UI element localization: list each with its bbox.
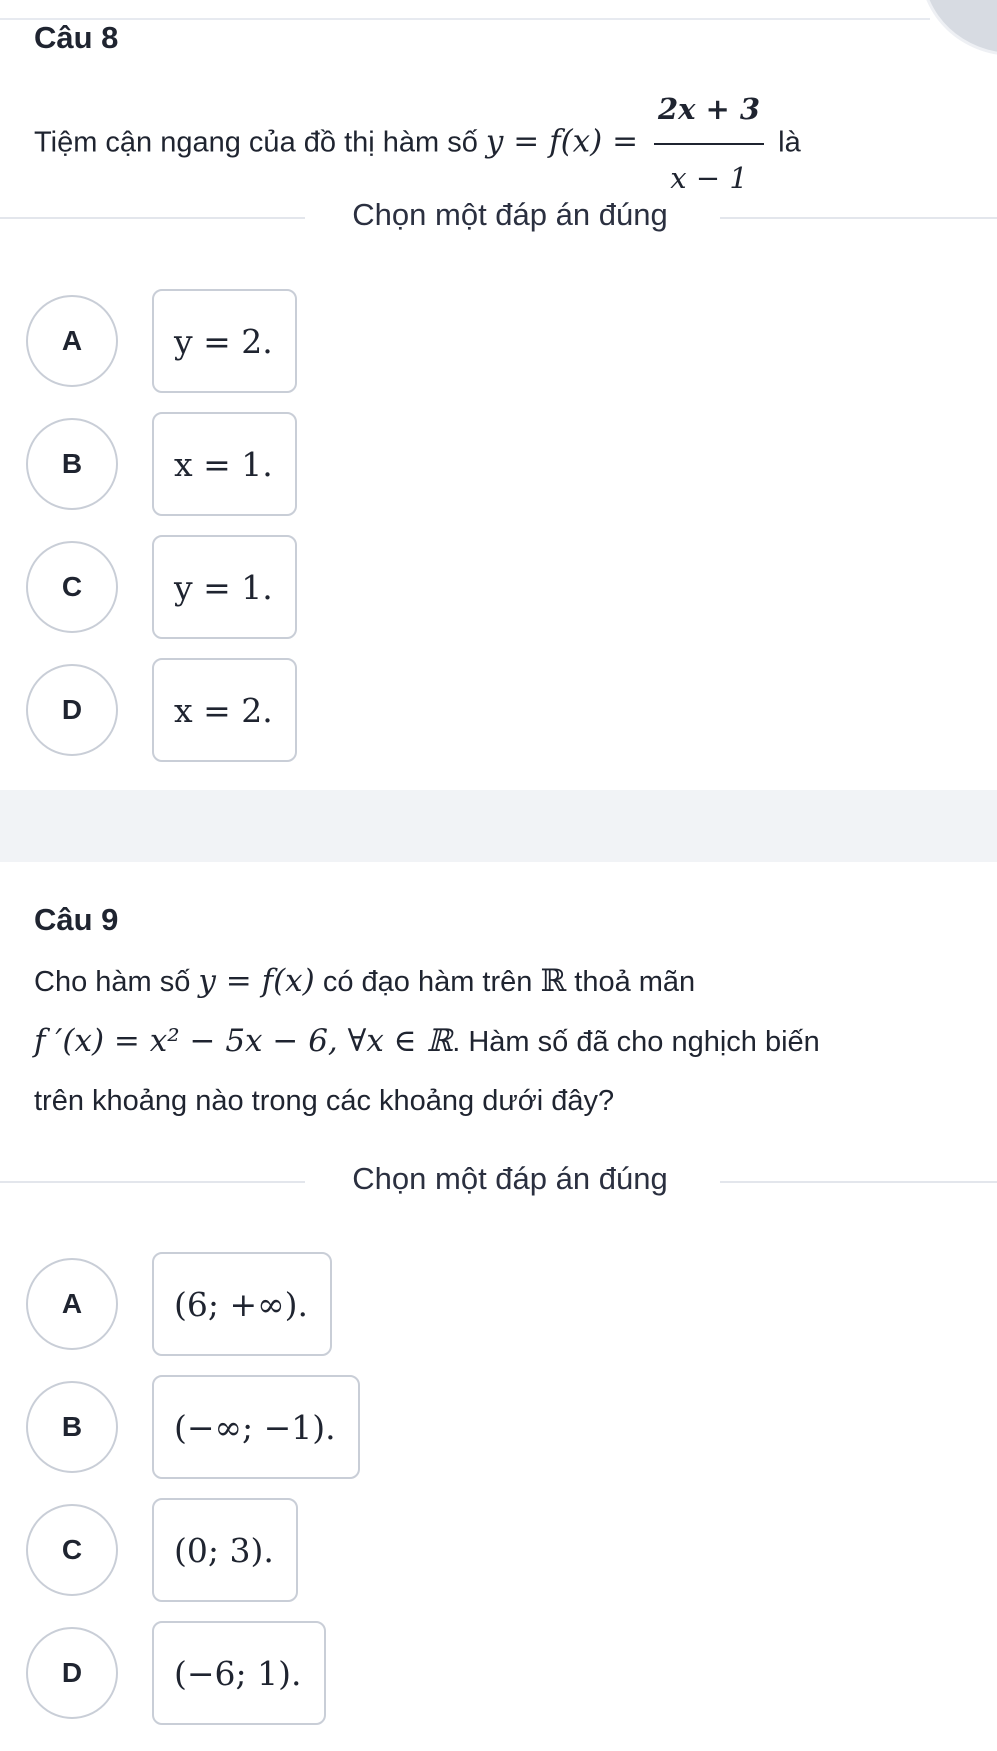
- answer-section-header: [0, 197, 997, 237]
- question-title: Câu 8: [34, 20, 119, 55]
- option-letter[interactable]: B: [26, 1381, 118, 1473]
- math-expression: y = f(x): [198, 963, 315, 999]
- question-text-part: Tiệm cận ngang của đồ thị hàm số: [34, 126, 486, 159]
- top-divider: [0, 18, 930, 20]
- instruction-label: Chọn một đáp án đúng: [352, 197, 668, 232]
- question-text-part: . Hàm số đã cho nghịch biến: [452, 1026, 820, 1058]
- question-line-1: [34, 952, 820, 1012]
- option-letter[interactable]: D: [26, 1627, 118, 1719]
- fraction-numerator: 2x + 3: [654, 80, 764, 145]
- option-letter[interactable]: B: [26, 418, 118, 510]
- math-expression: y = f(x) =: [485, 123, 648, 160]
- answer-section-header: [0, 1161, 997, 1201]
- option-answer[interactable]: (−6; 1).: [152, 1621, 326, 1725]
- fraction-denominator: x − 1: [670, 161, 748, 195]
- header-line-right: [720, 217, 997, 219]
- fraction: [654, 80, 764, 208]
- header-line-left: [0, 217, 305, 219]
- instruction-label: Chọn một đáp án đúng: [352, 1161, 668, 1196]
- question-line-3: trên khoảng nào trong các khoảng dưới đây?: [34, 1085, 615, 1117]
- option-answer[interactable]: (6; +∞).: [152, 1252, 332, 1356]
- option-letter[interactable]: C: [26, 541, 118, 633]
- question-text: [34, 80, 801, 208]
- question-text-part: Cho hàm số: [34, 966, 199, 998]
- header-line-right: [720, 1181, 997, 1183]
- question-text: [34, 952, 820, 1131]
- question-text-part: có đạo hàm trên: [314, 966, 541, 998]
- question-text-part: thoả mãn: [566, 966, 696, 998]
- option-answer[interactable]: (0; 3).: [152, 1498, 298, 1602]
- card-separator: [0, 790, 997, 862]
- header-line-left: [0, 1181, 305, 1183]
- option-letter[interactable]: C: [26, 1504, 118, 1596]
- option-letter[interactable]: D: [26, 664, 118, 756]
- math-expression: f ′(x) = x² − 5x − 6, ∀x ∈ ℝ: [34, 1023, 453, 1059]
- option-answer[interactable]: x = 2.: [152, 658, 297, 762]
- option-answer[interactable]: y = 1.: [152, 535, 297, 639]
- option-answer[interactable]: (−∞; −1).: [152, 1375, 360, 1479]
- option-letter[interactable]: A: [26, 295, 118, 387]
- question-text-part: là: [770, 126, 801, 159]
- question-title: Câu 9: [34, 902, 119, 937]
- question-line-2: [34, 1012, 820, 1072]
- math-expression: ℝ: [540, 963, 567, 999]
- option-answer[interactable]: x = 1.: [152, 412, 297, 516]
- option-letter[interactable]: A: [26, 1258, 118, 1350]
- option-answer[interactable]: y = 2.: [152, 289, 297, 393]
